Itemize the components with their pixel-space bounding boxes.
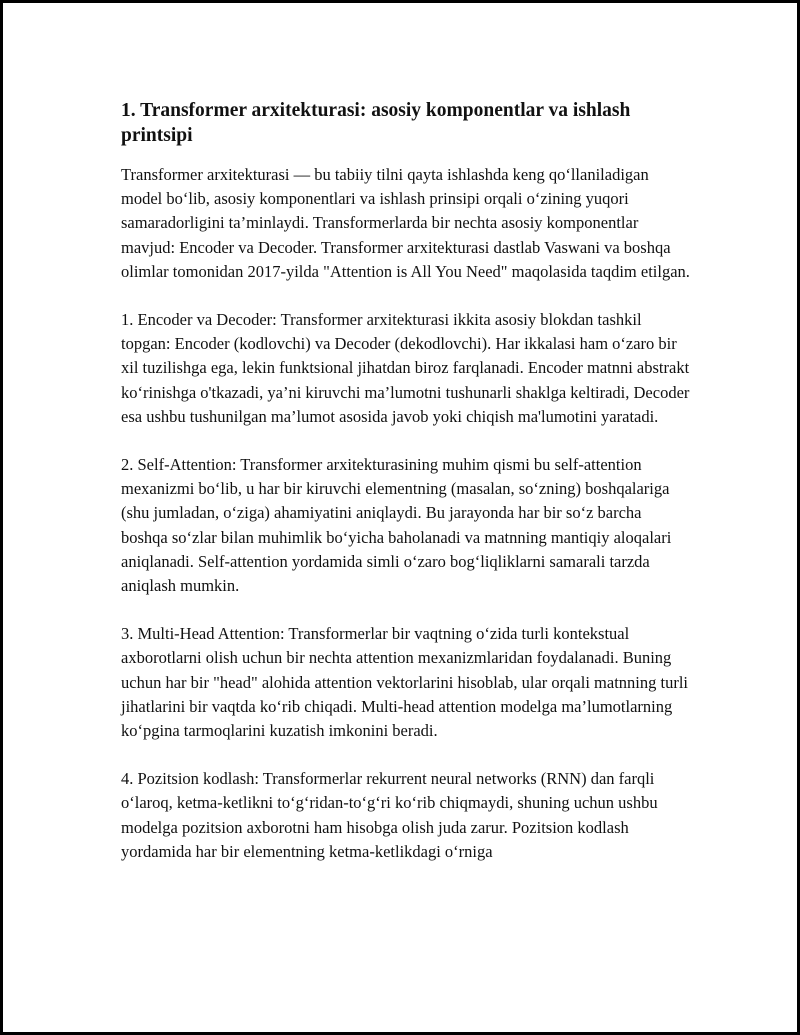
encoder-decoder-paragraph: 1. Encoder va Decoder: Transformer arxitekturasi ikkita asosiy blokdan tashkil topgan: Encoder (kodlovchi) va Decoder (dekodlovchi). Har ikkalasi ham o‘zaro bir xil tuzilishga ega, lekin funktsional jihatdan biroz farqlanadi. Encoder matnni abstrakt ko‘rinishga o'tkazadi, ya’ni kiruvchi ma’lumotni tushunarli shaklga keltiradi, Decoder esa ushbu tushunilgan ma’lumot asosida javob yoki chiqish ma'lumotini yaratadi. [121, 310, 690, 426]
positional-encoding-paragraph: 4. Pozitsion kodlash: Transformerlar rekurrent neural networks (RNN) dan farqli o‘laroq, ketma-ketlikni to‘g‘ridan-to‘g‘ri ko‘rib chiqmaydi, shuning uchun ushbu modelga pozitsion axborotni ham hisobga olish juda zarur. Pozitsion kodlash yordamida har bir elementning ketma-ketlikdagi o‘rniga [121, 769, 658, 861]
multi-head-attention-paragraph: 3. Multi-Head Attention: Transformerlar bir vaqtning o‘zida turli kontekstual axborotlarni olish uchun bir nechta attention mexanizmlaridan foydalanadi. Buning uchun har bir "head" alohida attention vektorlarini hisoblab, ular orqali matnning turli jihatlarini bir vaqtda ko‘rib chiqadi. Multi-head attention modelga ma’lumotlarning ko‘pgina tarmoqlarini kuzatish imkonini beradi. [121, 624, 688, 741]
intro-paragraph: Transformer arxitekturasi — bu tabiiy tilni qayta ishlashda keng qo‘llaniladigan model bo‘lib, asosiy komponentlari va ishlash prinsipi orqali o‘zining yuqori samaradorligini ta’minlaydi. Transformerlarda bir nechta asosiy komponentlar mavjud: Encoder va Decoder. Transformer arxitekturasi dastlab Vaswani va boshqa olimlar tomonidan 2017-yilda "Attention is All You Need" maqolasida taqdim etilgan. [121, 165, 690, 281]
document-body [121, 98, 691, 888]
self-attention-paragraph: 2. Self-Attention: Transformer arxitekturasining muhim qismi bu self-attention mexanizmi bo‘lib, u har bir kiruvchi elementning (masalan, so‘zning) boshqalariga (shu jumladan, o‘ziga) ahamiyatini aniqlaydi. Bu jarayonda har bir so‘z barcha boshqa so‘zlar bilan muhimlik bo‘yicha baholanadi va matnning mantiqiy aloqalari aniqlanadi. Self-attention yordamida simli o‘zaro bog‘liqliklarni samarali tarzda aniqlash mumkin. [121, 455, 672, 596]
section-heading: 1. Transformer arxitekturasi: asosiy komponentlar va ishlash printsipi [121, 100, 631, 146]
